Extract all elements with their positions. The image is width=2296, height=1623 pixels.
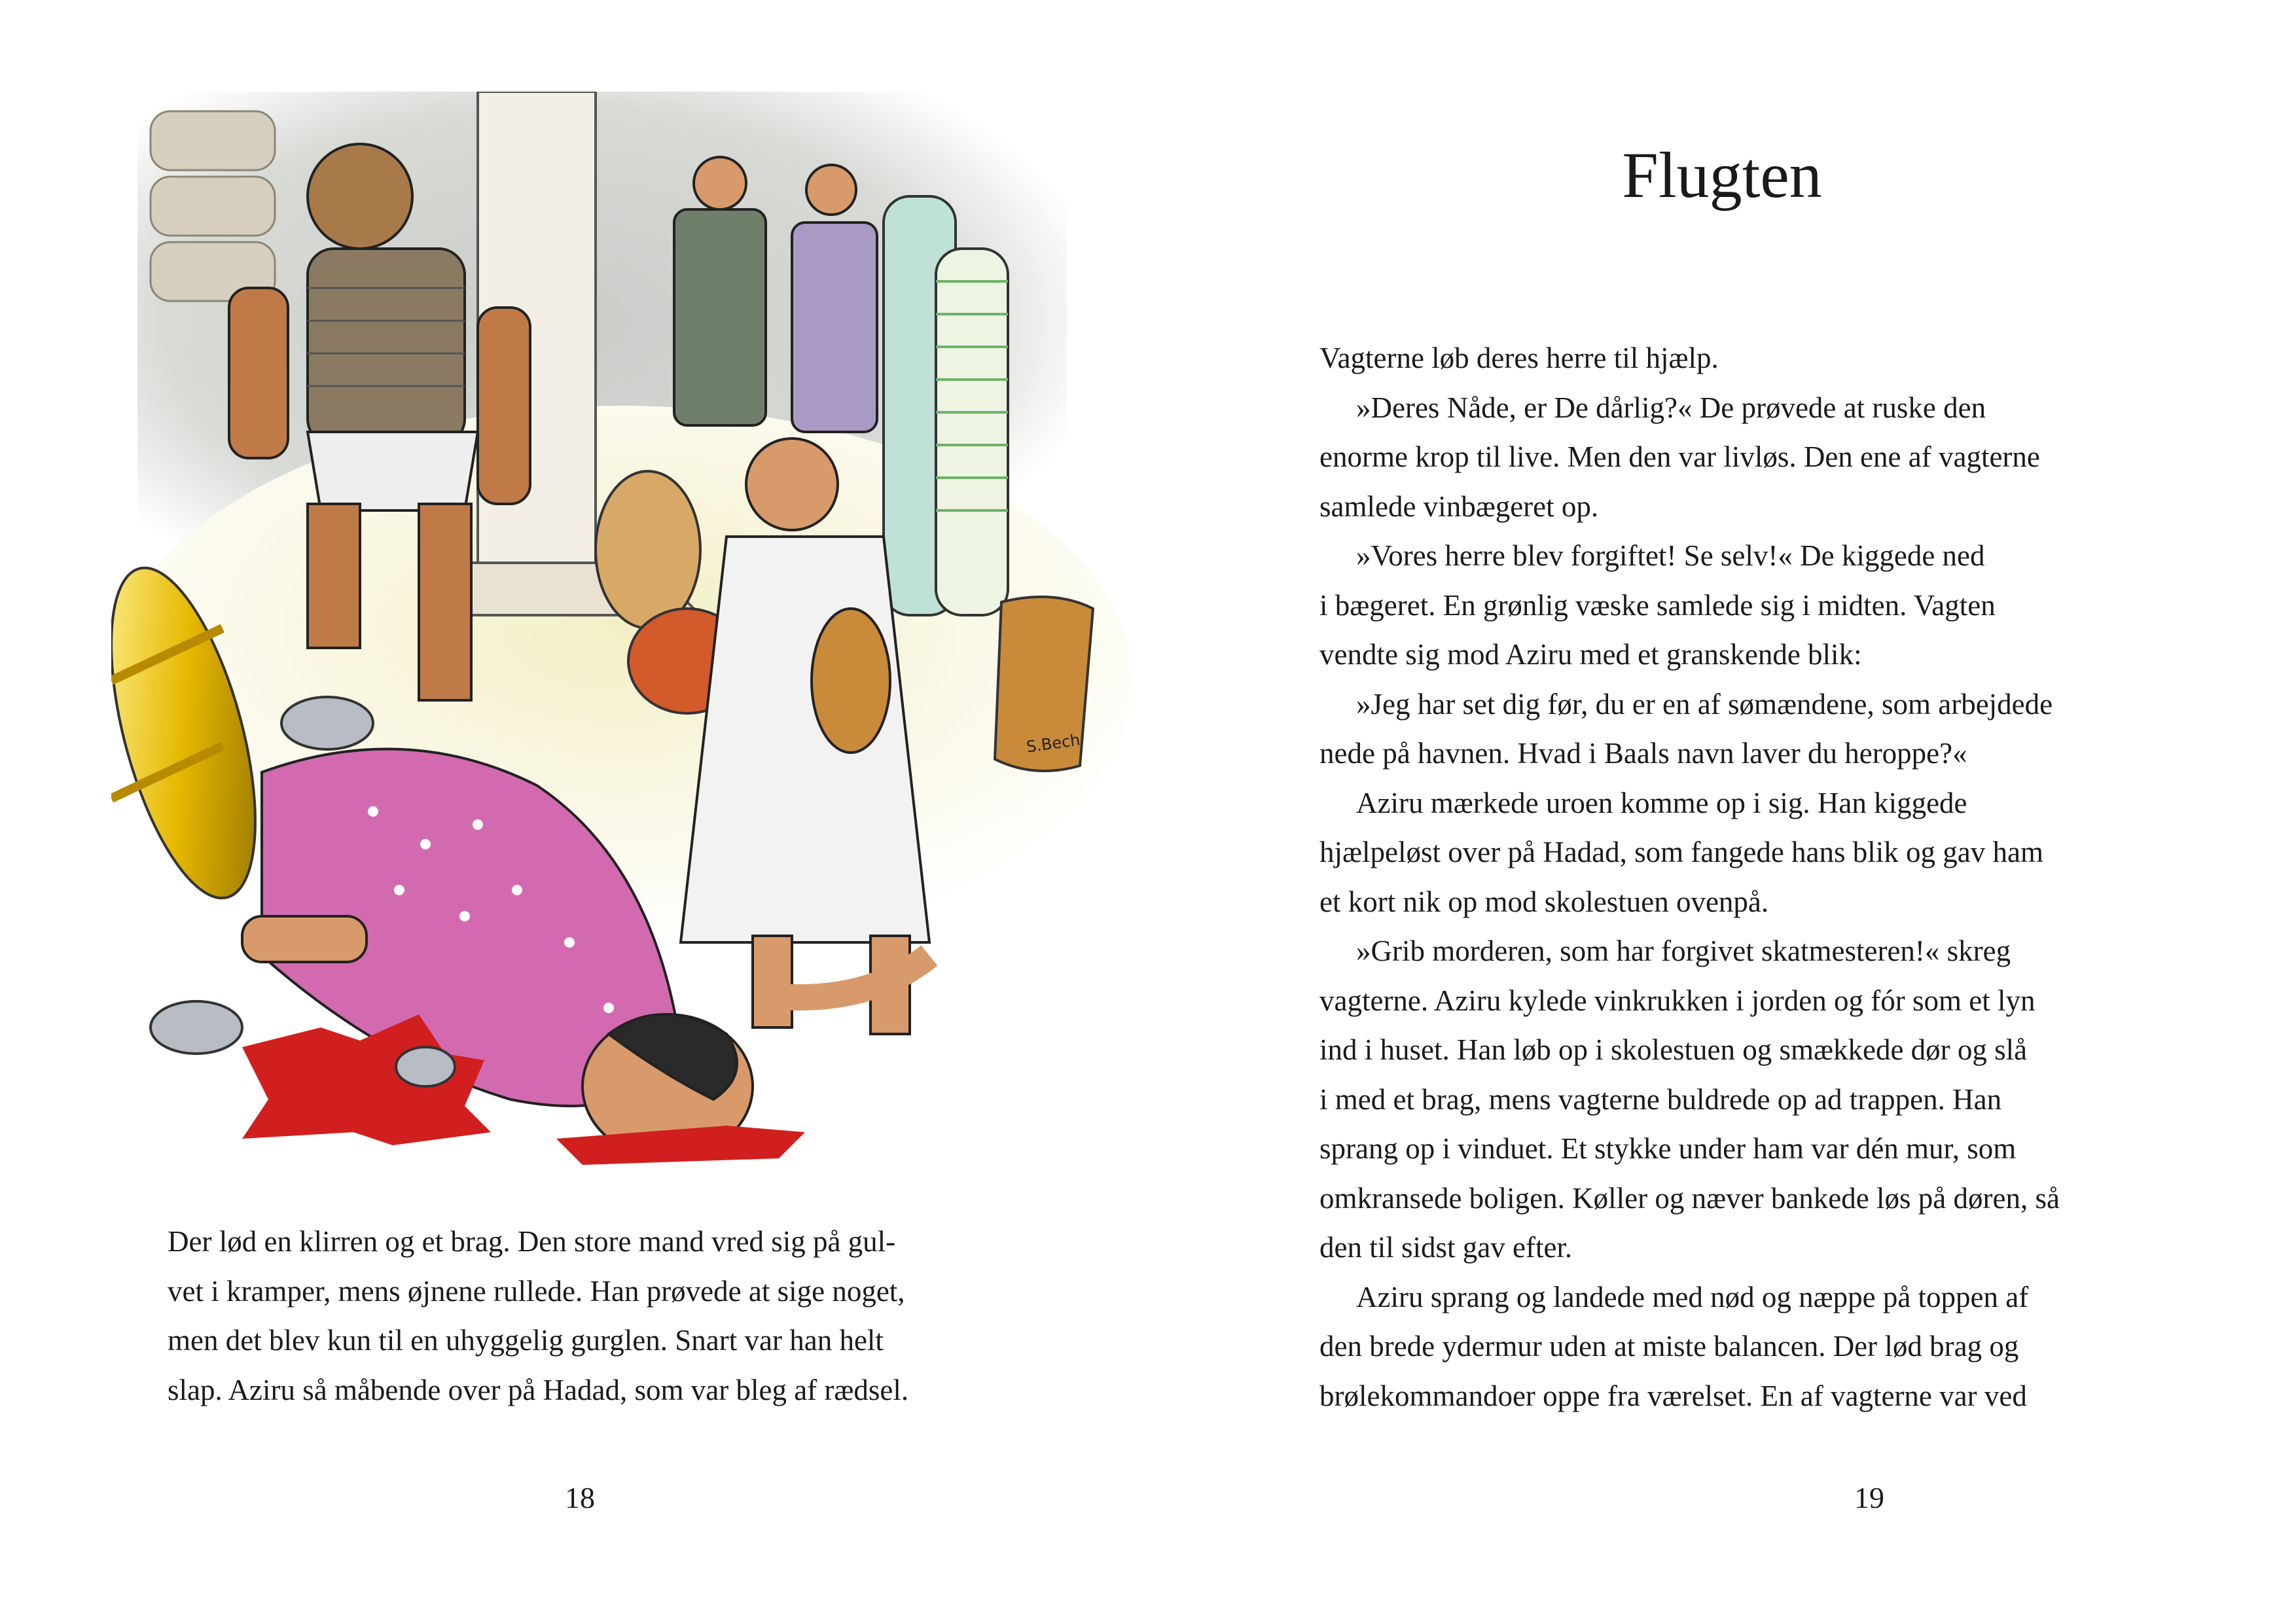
page-number-left: 18 <box>565 1481 595 1514</box>
text-line: omkransede boligen. Køller og næver bankede løs på døren, så <box>1319 1181 2060 1215</box>
left-text-line: slap. Aziru så måbende over på Hadad, som var bleg af rædsel. <box>168 1373 909 1406</box>
text-line: samlede vinbægeret op. <box>1319 490 1599 523</box>
stone-wall <box>151 111 275 301</box>
text-line: »Jeg har set dig før, du er en af sømændene, som arbejdede <box>1356 687 2053 721</box>
right-page <box>1148 0 2296 1623</box>
text-line: vagterne. Aziru kylede vinkrukken i jorden og fór som et lyn <box>1319 984 2036 1017</box>
text-line: Vagterne løb deres herre til hjælp. <box>1319 342 1719 374</box>
text-line: den til sidst gav efter. <box>1319 1231 1573 1264</box>
text-line: vendte sig mod Aziru med et granskende blik: <box>1319 638 1862 671</box>
text-line: i bægeret. En grønlig væske samlede sig i midten. Vagten <box>1319 588 1996 622</box>
story-illustration <box>111 92 1132 1243</box>
text-line: hjælpeløst over på Hadad, som fangede hans blik og gav ham <box>1319 836 2043 868</box>
text-line: den brede ydermur uden at miste balancen. Der lød brag og <box>1319 1330 2019 1363</box>
text-line: enorme krop til live. Men den var livløs. Den ene af vagterne <box>1319 440 2040 473</box>
page-number-right: 19 <box>1854 1481 1884 1514</box>
illustrator-signature: S.Bech <box>1025 730 1082 757</box>
left-text-line: Der lød en klirren og et brag. Den store mand vred sig på gul- <box>168 1225 896 1258</box>
left-paragraph <box>168 1217 908 1415</box>
text-line: Aziru mærkede uroen komme op i sig. Han kiggede <box>1356 786 1967 819</box>
text-line: sprang op i vinduet. Et stykke under ham var dén mur, som <box>1319 1132 2017 1165</box>
text-line: »Grib morderen, som har forgivet skatmesteren!« skreg <box>1356 935 2011 967</box>
text-line: Aziru sprang og landede med nød og næppe på toppen af <box>1356 1280 2029 1313</box>
text-line: ind i huset. Han løb op i skolestuen og smækkede dør og slå <box>1319 1033 2028 1066</box>
text-line: i med et brag, mens vagterne buldrede op ad trappen. Han <box>1319 1082 2002 1116</box>
text-line: et kort nik op mod skolestuen ovenpå. <box>1319 885 1769 918</box>
chapter-title: Flugten <box>1622 139 1822 211</box>
text-line: »Deres Nåde, er De dårlig?« De prøvede at ruske den <box>1356 391 1986 424</box>
text-line: nede på havnen. Hvad i Baals navn laver du heroppe?« <box>1319 737 1967 770</box>
right-body-text <box>1319 334 2060 1421</box>
text-line: »Vores herre blev forgiftet! Se selv!« De kiggede ned <box>1356 539 1985 572</box>
left-text-line: vet i kramper, mens øjnene rullede. Han prøvede at sige noget, <box>168 1274 905 1308</box>
left-text-line: men det blev kun til en uhyggelig gurglen. Snart var han helt <box>168 1324 884 1357</box>
text-line: brølekommandoer oppe fra værelset. En af vagterne var ved <box>1319 1379 2027 1412</box>
